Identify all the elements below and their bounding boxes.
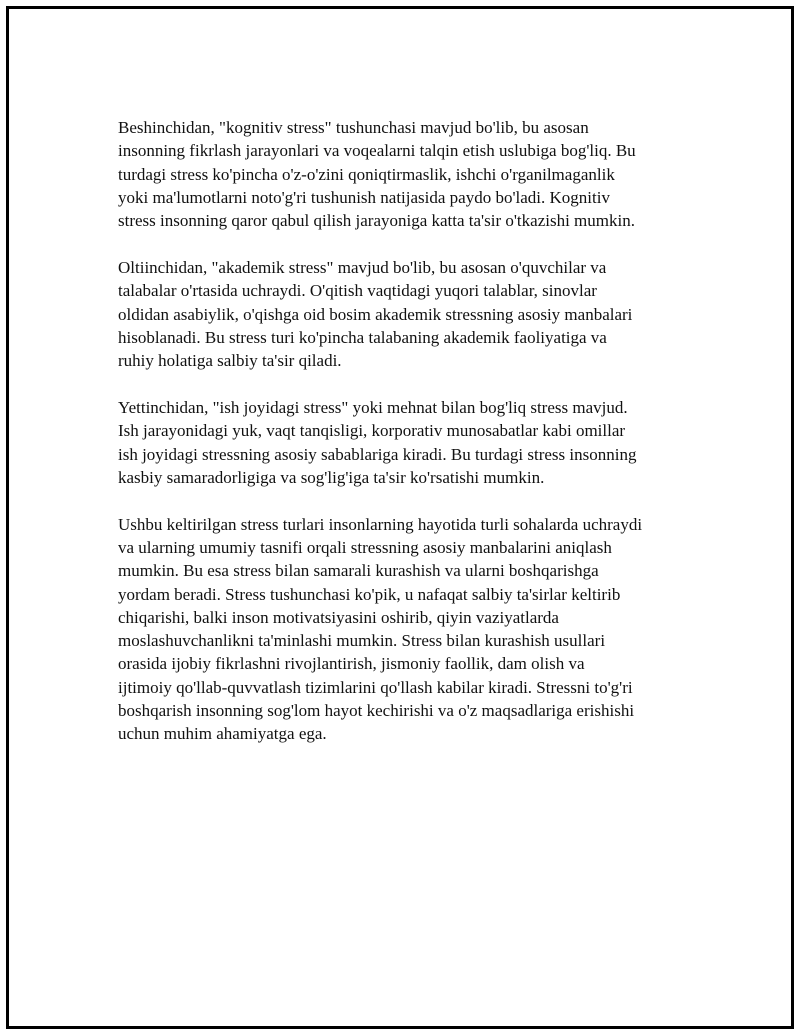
paragraph-conclusion bbox=[118, 513, 698, 746]
text-line: uchun muhim ahamiyatga ega. bbox=[118, 724, 327, 744]
text-line: stress insonning qaror qabul qilish jarayoniga katta ta'sir o'tkazishi mumkin. bbox=[118, 211, 635, 231]
text-line: kasbiy samaradorligiga va sog'lig'iga ta'sir ko'rsatishi mumkin. bbox=[118, 467, 545, 487]
text-line: Ish jarayonidagi yuk, vaqt tanqisligi, korporativ munosabatlar kabi omillar bbox=[118, 421, 626, 441]
text-line: yordam beradi. Stress tushunchasi ko'pik, u nafaqat salbiy ta'sirlar keltirib bbox=[118, 584, 621, 604]
text-line: talabalar o'rtasida uchraydi. O'qitish vaqtidagi yuqori talablar, sinovlar bbox=[118, 281, 597, 301]
text-line: hisoblanadi. Bu stress turi ko'pincha talabaning akademik faoliyatiga va bbox=[118, 327, 607, 347]
text-line: Oltiinchidan, "akademik stress" mavjud bo'lib, bu asosan o'quvchilar va bbox=[118, 257, 607, 277]
text-line: yoki ma'lumotlarni noto'g'ri tushunish natijasida paydo bo'ladi. Kognitiv bbox=[118, 187, 610, 207]
text-line: Yettinchidan, "ish joyidagi stress" yoki mehnat bilan bog'liq stress mavjud. bbox=[118, 397, 628, 417]
text-line: Ushbu keltirilgan stress turlari insonlarning hayotida turli sohalarda uchraydi bbox=[118, 514, 643, 534]
text-line: moslashuvchanlikni ta'minlashi mumkin. Stress bilan kurashish usullari bbox=[118, 631, 606, 651]
text-line: ijtimoiy qo'llab-quvvatlash tizimlarini qo'llash kabilar kiradi. Stressni to'g'ri bbox=[118, 677, 633, 697]
text-line: oldidan asabiylik, o'qishga oid bosim akademik stressning asosiy manbalari bbox=[118, 304, 633, 324]
paragraph-akademik-stress bbox=[118, 256, 698, 372]
text-line: turdagi stress ko'pincha o'z-o'zini qoniqtirmaslik, ishchi o'rganilmaganlik bbox=[118, 164, 615, 184]
text-line: chiqarishi, balki inson motivatsiyasini oshirib, qiyin vaziyatlarda bbox=[118, 607, 559, 627]
text-line: ruhiy holatiga salbiy ta'sir qiladi. bbox=[118, 351, 342, 371]
document-body bbox=[118, 116, 698, 769]
text-line: va ularning umumiy tasnifi orqali stressning asosiy manbalarini aniqlash bbox=[118, 537, 612, 557]
text-line: Beshinchidan, "kognitiv stress" tushunchasi mavjud bo'lib, bu asosan bbox=[118, 118, 589, 137]
text-line: ish joyidagi stressning asosiy sabablariga kiradi. Bu turdagi stress insonning bbox=[118, 444, 637, 464]
paragraph-kognitiv-stress bbox=[118, 116, 698, 232]
text-line: mumkin. Bu esa stress bilan samarali kurashish va ularni boshqarishga bbox=[118, 561, 599, 581]
text-line: insonning fikrlash jarayonlari va voqealarni talqin etish uslubiga bog'liq. Bu bbox=[118, 141, 636, 161]
text-line: orasida ijobiy fikrlashni rivojlantirish, jismoniy faollik, dam olish va bbox=[118, 654, 585, 674]
paragraph-ish-joyidagi-stress bbox=[118, 396, 698, 489]
text-line: boshqarish insonning sog'lom hayot kechirishi va o'z maqsadlariga erishishi bbox=[118, 701, 635, 721]
